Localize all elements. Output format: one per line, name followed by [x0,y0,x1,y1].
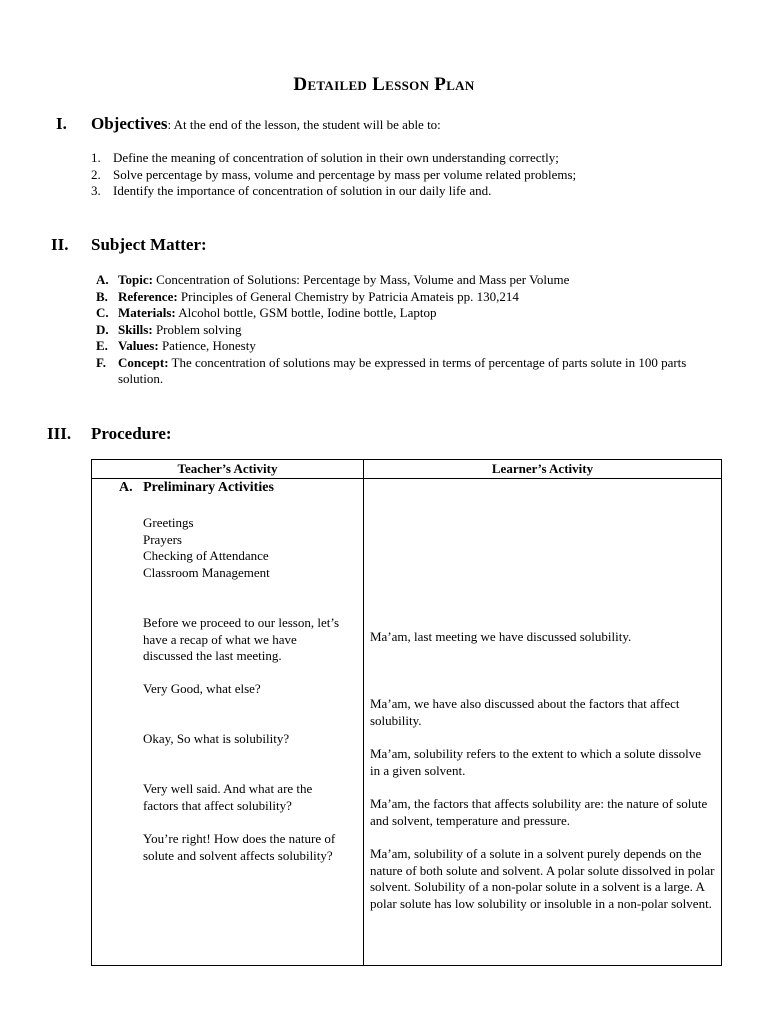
list-item [91,167,731,184]
list-text: Patience, Honesty [158,338,256,353]
objectives-list [91,150,731,200]
list-item [91,183,731,200]
list-marker: D. [96,321,109,337]
procedure-table [91,459,722,966]
learner-line: Ma’am, we have also discussed about the factors that affect solubility. [370,696,680,728]
section-heading-procedure: Procedure: [91,424,172,443]
list-text: The concentration of solutions may be expressed in terms of percentage of parts solute in 100 parts solution. [118,354,687,386]
objectives-heading: Objectives [91,114,168,133]
list-item [96,322,716,339]
list-label: Reference: [118,288,178,304]
list-text: Identify the importance of concentration of solution in our daily life and. [113,183,492,198]
list-text: Principles of General Chemistry by Patricia Amateis pp. 130,214 [177,288,519,304]
section-marker: A. [119,480,133,495]
section-number-subject-matter: II. [51,235,69,254]
list-item: Prayers [143,531,182,547]
list-item: Checking of Attendance [143,548,269,563]
preliminary-activities-heading [119,480,274,497]
learner-line: Ma’am, last meeting we have discussed solubility. [370,629,632,644]
prelim-list [143,515,353,581]
list-label: Topic: [118,272,153,287]
list-label: Materials: [118,305,176,320]
list-marker: E. [96,338,108,353]
section-number-objectives: I. [56,114,67,133]
list-text: Concentration of Solutions: Percentage by Mass, Volume and Mass per Volume [152,272,570,287]
list-marker: 1. [91,150,101,165]
list-marker: C. [96,305,109,320]
list-item [91,150,731,167]
list-item [96,272,716,289]
table-header-learner: Learner’s Activity [364,460,722,479]
list-marker: B. [96,288,108,304]
list-marker: A. [96,272,109,287]
list-text: Solve percentage by mass, volume and percentage by mass per volume related problems; [113,166,577,182]
document-title: Detailed Lesson Plan [293,74,475,95]
list-item [96,338,716,355]
learner-line: Ma’am, solubility refers to the extent to which a solute dissolve in a given solvent. [370,746,702,778]
teacher-line: You’re right! How does the nature of solute and solvent affects solubility? [143,831,336,863]
section-number-procedure: III. [47,424,72,443]
list-marker: 3. [91,183,101,198]
list-text: Problem solving [152,321,242,337]
list-label: Values: [118,338,159,353]
objectives-lead: : At the end of the lesson, the student will be able to: [167,117,441,132]
teacher-line: Before we proceed to our lesson, let’s have a recap of what we have discussed the last meeting. [143,615,340,663]
teacher-activity-cell [92,479,364,966]
list-marker: F. [96,354,106,370]
teacher-line: Very Good, what else? [143,681,261,696]
teacher-line: Okay, So what is solubility? [143,731,290,746]
list-item [96,305,716,322]
list-text: Alcohol bottle, GSM bottle, Iodine bottle, Laptop [175,305,437,320]
section-heading-subject-matter: Subject Matter: [91,235,207,254]
list-label: Skills: [118,321,153,337]
list-item: Classroom Management [143,564,270,580]
section-title: Preliminary Activities [143,480,274,495]
list-item [96,289,716,306]
list-marker: 2. [91,166,101,182]
learner-line: Ma’am, solubility of a solute in a solvent purely depends on the nature of both solute and solvent. A polar solute dissolved in polar solvent. Solubility of a non-polar solute in a solvent is a large. A polar solute has low solubility or insoluble in a non-polar solvent. [370,846,715,911]
list-item: Greetings [143,515,194,530]
list-label: Concept: [118,354,169,370]
section-heading-objectives [91,114,441,134]
learner-line: Ma’am, the factors that affects solubility are: the nature of solute and solvent, temperature and pressure. [370,796,708,828]
list-text: Define the meaning of concentration of solution in their own understanding correctly; [113,150,559,165]
subject-matter-list [96,272,716,388]
table-header-teacher: Teacher’s Activity [92,460,364,479]
learner-activity-cell [364,479,722,966]
teacher-line: Very well said. And what are the factors that affect solubility? [143,781,313,813]
list-item [96,355,716,388]
